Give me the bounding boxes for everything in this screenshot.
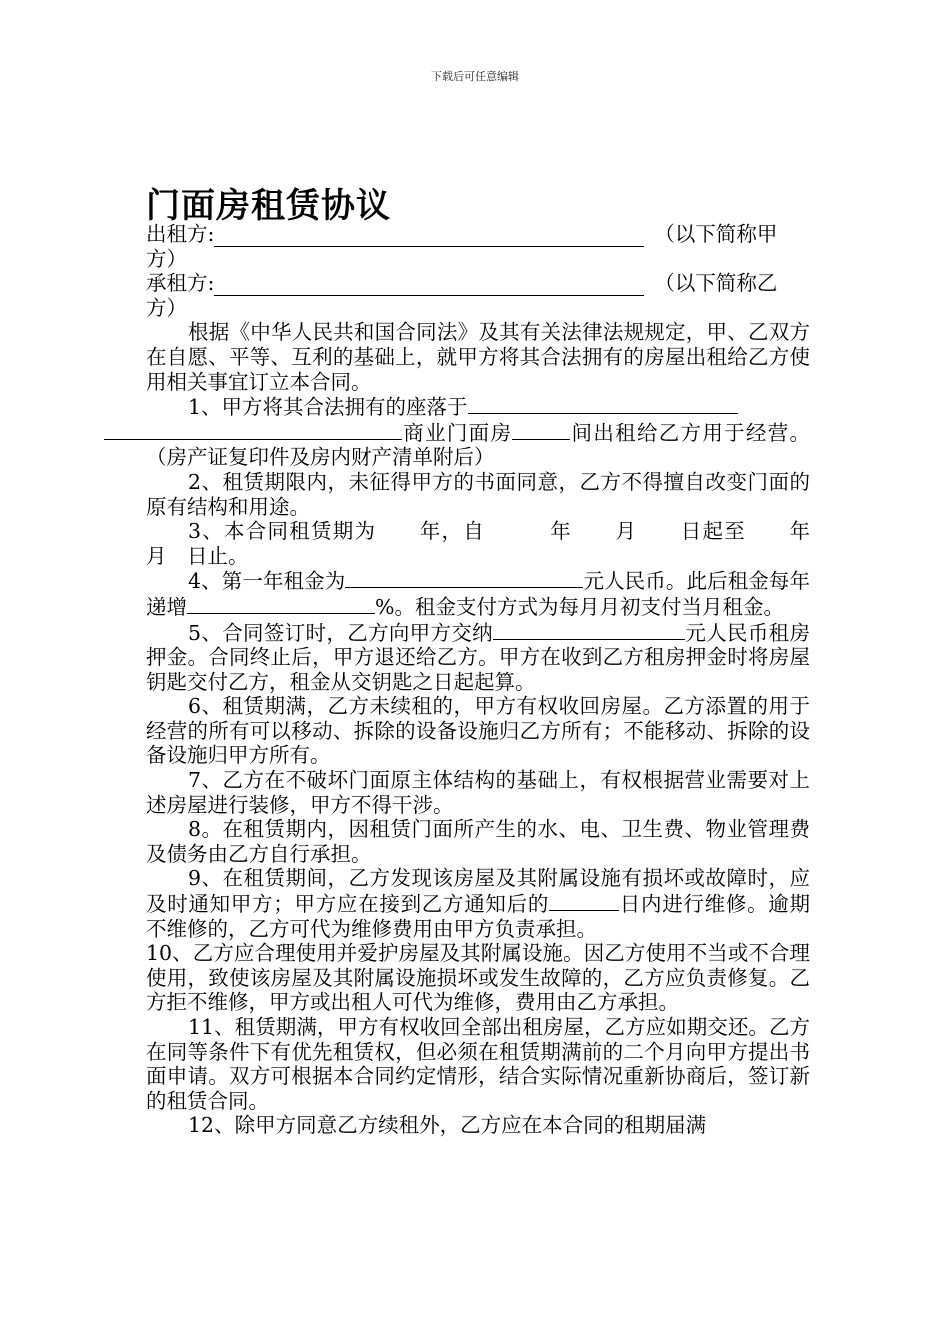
lessee-label: 承租方:	[146, 271, 215, 296]
contract-body	[146, 222, 851, 1138]
lessor-suffix: （以下简称甲	[654, 222, 778, 246]
clause-2: 2、租赁期限内，未征得甲方的书面同意，乙方不得擅自改变门面的原有结构和用途。	[146, 469, 810, 519]
intro-paragraph: 根据《中华人民共和国合同法》及其有关法律法规规定，甲、乙双方在自愿、平等、互利的基础上，就甲方将其合法拥有的房屋出租给乙方使用相关事宜订立本合同。	[146, 320, 810, 394]
clause-4-a: 4、第一年租金为	[188, 569, 346, 594]
clause-9-b: 日内进行维修。逾期不维修的，乙方可代为维修费用由甲方负责承担。	[146, 892, 811, 941]
clause-12: 12、除甲方同意乙方续租外，乙方应在本合同的租期届满	[188, 1113, 707, 1138]
clause-1-c: 间出租给乙方用于经营。（房产证复印件及房内财产清单附后）	[146, 420, 811, 470]
clause-1-location-blank-2	[104, 420, 402, 440]
document-title: 门面房租赁协议	[146, 186, 391, 226]
clause-9-days-blank	[549, 891, 619, 911]
lessee-blank	[214, 276, 644, 296]
clause-7: 7、乙方在不破坏门面原主体结构的基础上，有权根据营业需要对上述房屋进行装修，甲方不得干涉。	[146, 768, 810, 817]
lessee-suffix: （以下简称乙	[654, 271, 778, 296]
lessee-line	[146, 271, 810, 296]
clause-4-increase-blank	[187, 594, 375, 614]
clause-1-location-blank	[468, 394, 738, 414]
clause-4-b: 元人民币。此后租金每年递增	[146, 569, 811, 619]
lessor-label: 出租方:	[146, 222, 215, 246]
clause-6: 6、租赁期满，乙方未续租的，甲方有权收回房屋。乙方添置的用于经营的所有可以移动、拆除的设备设施归乙方所有；不能移动、拆除的设备设施归甲方所有。	[146, 694, 810, 768]
clause-1-b: 商业门面房	[402, 420, 513, 445]
clause-4-c: %。租金支付方式为每月月初支付当月租金。	[375, 594, 784, 619]
lessor-blank	[214, 227, 644, 247]
clause-10: 10、乙方应合理使用并爱护房屋及其附属设施。因乙方使用不当或不合理使用，致使该房屋及其附属设施损坏或发生故障的，乙方应负责修复。乙方拒不维修，甲方或出租人可代为维修，费用由乙方承担。	[146, 941, 810, 1015]
clause-8: 8。在租赁期内，因租赁门面所产生的水、电、卫生费、物业管理费及债务由乙方自行承担。	[146, 817, 810, 866]
clause-5	[146, 620, 810, 695]
lessor-line	[146, 222, 810, 247]
clause-1-a: 1、甲方将其合法拥有的座落于	[188, 395, 468, 420]
clause-1-rooms-blank	[512, 420, 570, 440]
clause-5-b: 元人民币租房押金。合同终止后，甲方退还给乙方。甲方在收到乙方租房押金时将房屋钥匙交付乙方，租金从交钥匙之日起起算。	[146, 620, 811, 694]
lessor-suffix-cont: 方）	[146, 246, 187, 271]
clause-3: 3、本合同租赁期为 年，自 年 月 日起至 年 月 日止。	[146, 519, 851, 568]
clause-5-a: 5、合同签订时，乙方向甲方交纳	[188, 620, 494, 645]
lessee-suffix-cont: 方）	[146, 295, 187, 320]
clause-9	[146, 866, 810, 941]
header-note: 下载后可任意编辑	[431, 70, 519, 83]
clause-4	[146, 568, 810, 619]
clause-11: 11、租赁期满，甲方有权收回全部出租房屋，乙方应如期交还。乙方在同等条件下有优先租赁权，但必须在租赁期满前的二个月向甲方提出书面申请。双方可根据本合同约定情形，结合实际情况重新协商后，签订新的租赁合同。	[146, 1015, 810, 1113]
clause-4-rent-blank	[345, 568, 583, 588]
clause-5-deposit-blank	[493, 620, 685, 640]
clause-9-a: 9、在租赁期间，乙方发现该房屋及其附属设施有损坏或故障时，应及时通知甲方；甲方应在接到乙方通知后的	[146, 866, 810, 917]
clause-1	[146, 394, 810, 470]
